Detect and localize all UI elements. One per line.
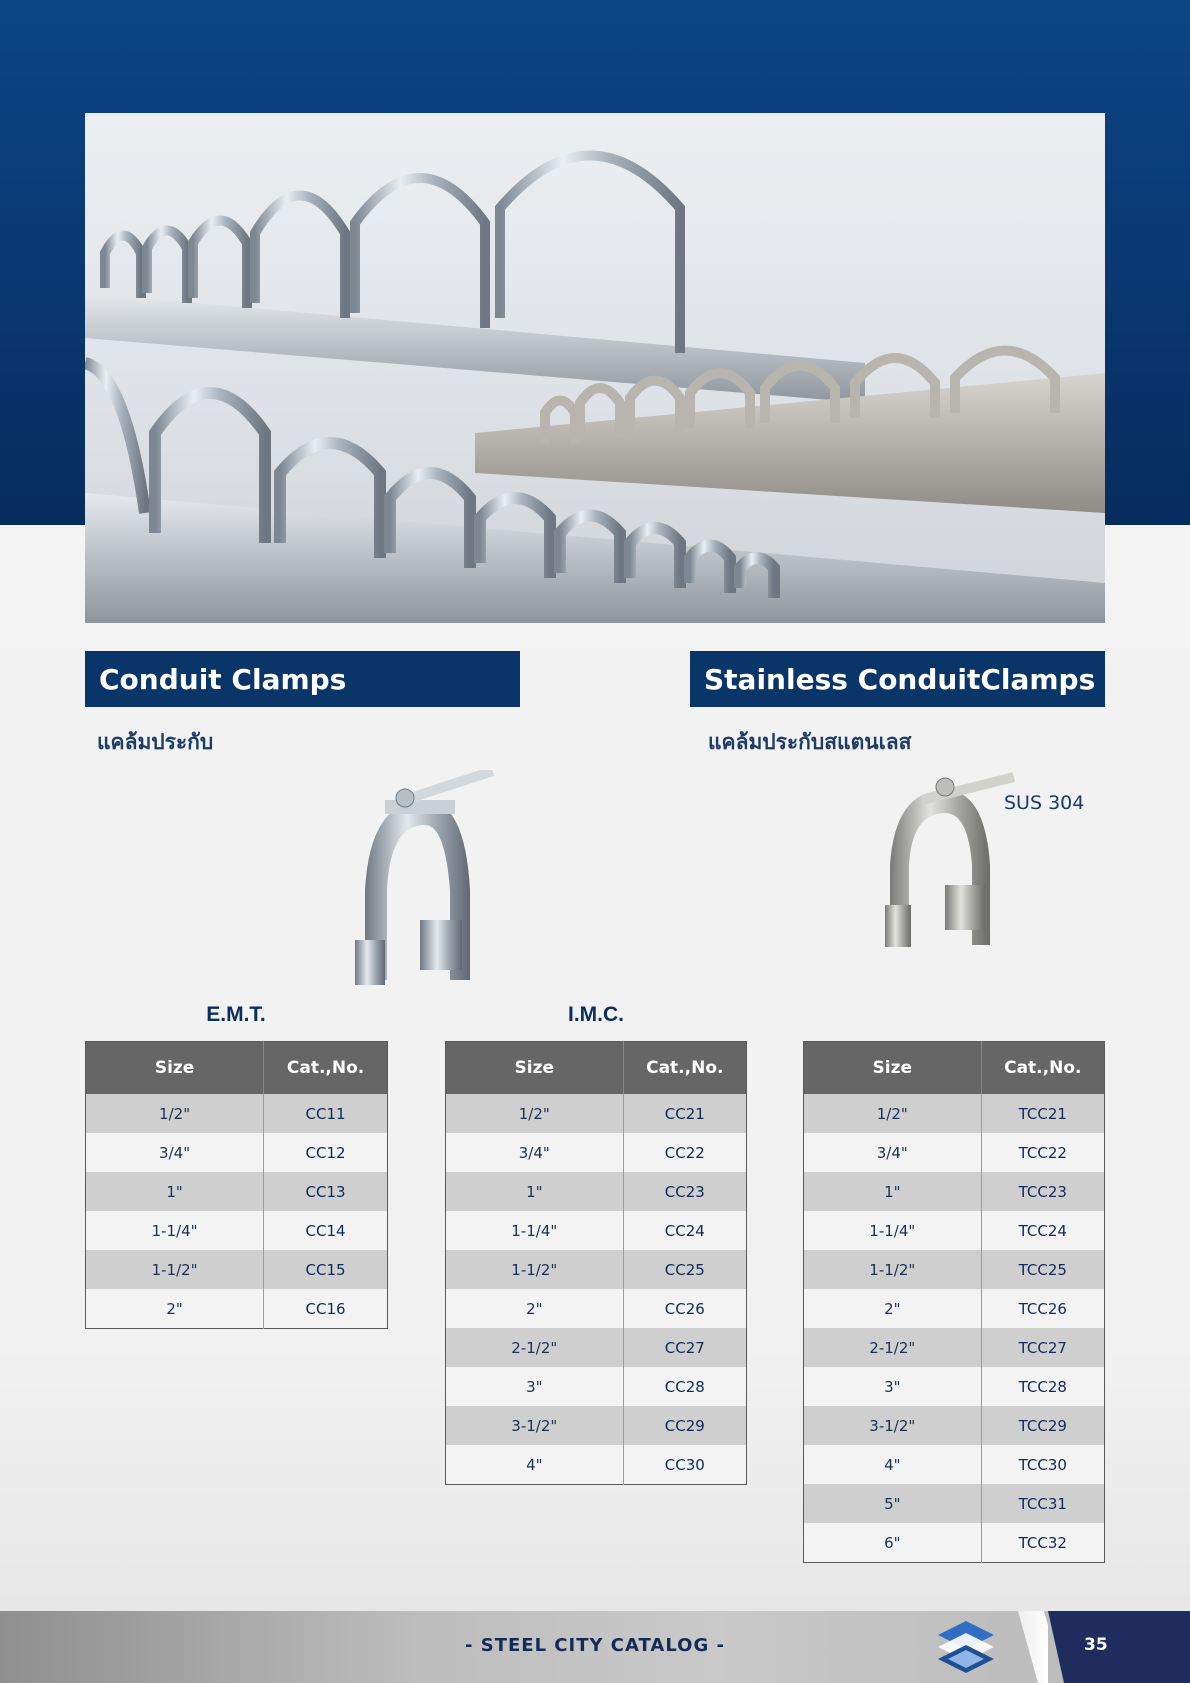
table-row	[86, 1250, 388, 1289]
size-cell: 3"	[804, 1367, 982, 1406]
footer	[0, 1611, 1190, 1683]
cat-no-cell: CC16	[264, 1289, 388, 1329]
table-row	[804, 1172, 1105, 1211]
cat-no-cell: CC21	[623, 1094, 746, 1133]
size-cell: 1-1/2"	[446, 1250, 624, 1289]
cat-no-cell: CC15	[264, 1250, 388, 1289]
size-cell: 1-1/4"	[86, 1211, 264, 1250]
cat-no-header: Cat.,No.	[623, 1042, 746, 1095]
table-row	[804, 1328, 1105, 1367]
size-cell: 1/2"	[86, 1094, 264, 1133]
size-cell: 2"	[86, 1289, 264, 1329]
cat-no-header: Cat.,No.	[981, 1042, 1104, 1095]
table-row	[446, 1094, 747, 1133]
conduit-clamps-subtitle: แคล้มประกับ	[97, 730, 214, 754]
table-row	[86, 1094, 388, 1133]
table-row	[446, 1211, 747, 1250]
imc-table	[445, 1041, 747, 1485]
size-header: Size	[804, 1042, 982, 1095]
cat-no-cell: TCC30	[981, 1445, 1104, 1484]
cat-no-cell: CC14	[264, 1211, 388, 1250]
imc-table-label: I.M.C.	[568, 1003, 624, 1026]
cat-no-cell: TCC32	[981, 1523, 1104, 1563]
table-row	[804, 1250, 1105, 1289]
size-cell: 1-1/4"	[446, 1211, 624, 1250]
cat-no-header: Cat.,No.	[264, 1042, 388, 1095]
table-row	[446, 1406, 747, 1445]
size-cell: 2-1/2"	[804, 1328, 982, 1367]
table-row	[804, 1367, 1105, 1406]
size-cell: 1-1/4"	[804, 1211, 982, 1250]
table-row	[804, 1406, 1105, 1445]
cat-no-cell: TCC31	[981, 1484, 1104, 1523]
cat-no-cell: CC24	[623, 1211, 746, 1250]
size-cell: 3-1/2"	[804, 1406, 982, 1445]
size-cell: 3/4"	[86, 1133, 264, 1172]
size-cell: 4"	[804, 1445, 982, 1484]
cat-no-cell: CC27	[623, 1328, 746, 1367]
cat-no-cell: TCC24	[981, 1211, 1104, 1250]
size-cell: 1-1/2"	[86, 1250, 264, 1289]
size-cell: 1-1/2"	[804, 1250, 982, 1289]
stainless-table	[803, 1041, 1105, 1563]
table-row	[446, 1133, 747, 1172]
table-header-row	[446, 1042, 747, 1095]
table-row	[446, 1289, 747, 1328]
table-row	[86, 1133, 388, 1172]
size-header: Size	[446, 1042, 624, 1095]
cat-no-cell: TCC25	[981, 1250, 1104, 1289]
table-row	[446, 1250, 747, 1289]
table-row	[446, 1367, 747, 1406]
size-cell: 1/2"	[804, 1094, 982, 1133]
cat-no-cell: TCC21	[981, 1094, 1104, 1133]
size-cell: 6"	[804, 1523, 982, 1563]
cat-no-cell: CC30	[623, 1445, 746, 1485]
table-header-row	[86, 1042, 388, 1095]
cat-no-cell: CC12	[264, 1133, 388, 1172]
table-row	[446, 1328, 747, 1367]
size-header: Size	[86, 1042, 264, 1095]
hero-photo	[85, 113, 1105, 623]
cat-no-cell: TCC27	[981, 1328, 1104, 1367]
size-cell: 1"	[804, 1172, 982, 1211]
size-cell: 5"	[804, 1484, 982, 1523]
stainless-conduit-clamps-subtitle: แคล้มประกับสแตนเลส	[708, 730, 912, 754]
size-cell: 2"	[804, 1289, 982, 1328]
cat-no-cell: TCC29	[981, 1406, 1104, 1445]
table-row	[86, 1172, 388, 1211]
stainless-conduit-clamps-title: Stainless ConduitClamps	[690, 651, 1105, 707]
table-row	[804, 1133, 1105, 1172]
size-cell: 3"	[446, 1367, 624, 1406]
cat-no-cell: TCC23	[981, 1172, 1104, 1211]
conduit-clamps-title: Conduit Clamps	[85, 651, 520, 707]
catalog-title: - STEEL CITY CATALOG -	[465, 1635, 725, 1656]
table-row	[804, 1523, 1105, 1563]
cat-no-cell: CC25	[623, 1250, 746, 1289]
table-row	[804, 1211, 1105, 1250]
table-row	[446, 1172, 747, 1211]
cat-no-cell: CC28	[623, 1367, 746, 1406]
table-row	[804, 1484, 1105, 1523]
size-cell: 2"	[446, 1289, 624, 1328]
conduit-clamp-photo	[345, 770, 515, 990]
table-row	[804, 1289, 1105, 1328]
cat-no-cell: CC23	[623, 1172, 746, 1211]
table-row	[446, 1445, 747, 1485]
size-cell: 3/4"	[804, 1133, 982, 1172]
page-number: 35	[1084, 1635, 1108, 1655]
cat-no-cell: TCC26	[981, 1289, 1104, 1328]
cat-no-cell: CC13	[264, 1172, 388, 1211]
cat-no-cell: TCC28	[981, 1367, 1104, 1406]
size-cell: 3/4"	[446, 1133, 624, 1172]
cat-no-cell: CC22	[623, 1133, 746, 1172]
cat-no-cell: CC11	[264, 1094, 388, 1133]
size-cell: 3-1/2"	[446, 1406, 624, 1445]
material-label: SUS 304	[1004, 792, 1085, 814]
emt-table-label: E.M.T.	[206, 1003, 266, 1026]
size-cell: 1"	[446, 1172, 624, 1211]
table-row	[86, 1211, 388, 1250]
table-row	[86, 1289, 388, 1329]
table-row	[804, 1094, 1105, 1133]
steel-city-logo-icon	[930, 1617, 1002, 1679]
size-cell: 1/2"	[446, 1094, 624, 1133]
size-cell: 1"	[86, 1172, 264, 1211]
table-row	[804, 1445, 1105, 1484]
size-cell: 2-1/2"	[446, 1328, 624, 1367]
table-header-row	[804, 1042, 1105, 1095]
cat-no-cell: CC29	[623, 1406, 746, 1445]
size-cell: 4"	[446, 1445, 624, 1485]
cat-no-cell: CC26	[623, 1289, 746, 1328]
cat-no-cell: TCC22	[981, 1133, 1104, 1172]
stainless-clamp-photo	[880, 765, 1020, 955]
emt-table	[85, 1041, 388, 1329]
